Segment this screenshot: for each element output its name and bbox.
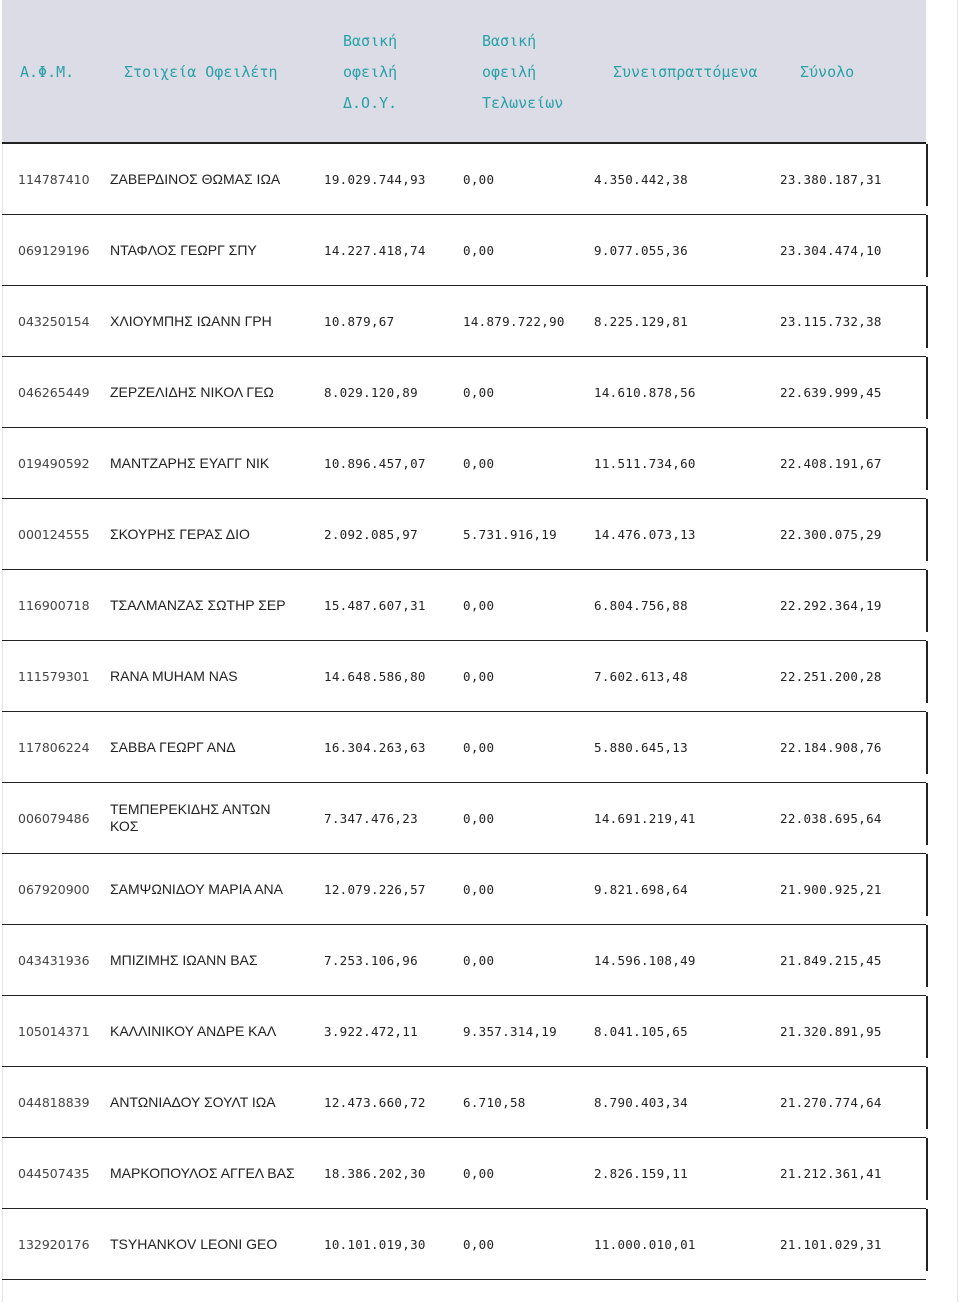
debtor-name-cell: ΣΚΟΥΡΗΣ ΓΕΡΑΣ ΔΙΟ	[106, 499, 324, 570]
afm-cell: 132920176	[2, 1209, 106, 1280]
table-row	[2, 996, 926, 1067]
row-right-border	[926, 428, 928, 490]
row-right-border	[926, 1209, 928, 1271]
afm-cell: 043431936	[2, 925, 106, 996]
debtor-name-cell: ΝΤΑΦΛΟΣ ΓΕΩΡΓ ΣΠΥ	[106, 215, 324, 286]
debtor-name-cell: ΣΑΒΒΑ ΓΕΩΡΓ ΑΝΔ	[106, 712, 324, 783]
debtor-name-cell: ΧΛΙΟΥΜΠΗΣ ΙΩΑΝΝ ΓΡΗ	[106, 286, 324, 357]
debtor-name-cell: TSYHANKOV LEONI GEO	[106, 1209, 324, 1280]
afm-cell: 067920900	[2, 854, 106, 925]
afm-cell: 046265449	[2, 357, 106, 428]
customs-debt-cell: 0,00	[463, 925, 594, 996]
table-row	[2, 925, 926, 996]
row-right-border	[926, 925, 928, 987]
header-tel-line2: οφειλή	[482, 63, 537, 81]
collected-cell: 9.077.055,36	[594, 215, 780, 286]
doy-debt-cell: 19.029.744,93	[324, 144, 463, 215]
row-right-border	[926, 996, 928, 1058]
total-cell: 21.900.925,21	[780, 854, 926, 925]
collected-cell: 14.596.108,49	[594, 925, 780, 996]
total-cell: 22.639.999,45	[780, 357, 926, 428]
total-cell: 23.380.187,31	[780, 144, 926, 215]
row-right-border	[926, 499, 928, 561]
total-cell: 22.408.191,67	[780, 428, 926, 499]
debtor-name-cell: ΤΕΜΠΕΡΕΚΙΔΗΣ ΑΝΤΩΝ ΚΟΣ	[106, 783, 324, 854]
doy-debt-cell: 14.648.586,80	[324, 641, 463, 712]
total-cell: 22.300.075,29	[780, 499, 926, 570]
collected-cell: 8.790.403,34	[594, 1067, 780, 1138]
collected-cell: 11.000.010,01	[594, 1209, 780, 1280]
doy-debt-cell: 7.347.476,23	[324, 783, 463, 854]
header-tel-line3: Τελωνείων	[482, 94, 564, 112]
doy-debt-cell: 2.092.085,97	[324, 499, 463, 570]
total-cell: 23.304.474,10	[780, 215, 926, 286]
total-cell: 21.101.029,31	[780, 1209, 926, 1280]
table-row	[2, 641, 926, 712]
collected-cell: 14.610.878,56	[594, 357, 780, 428]
total-cell: 22.251.200,28	[780, 641, 926, 712]
afm-cell: 117806224	[2, 712, 106, 783]
customs-debt-cell: 0,00	[463, 1138, 594, 1209]
afm-cell: 019490592	[2, 428, 106, 499]
collected-cell: 8.225.129,81	[594, 286, 780, 357]
total-cell: 21.270.774,64	[780, 1067, 926, 1138]
doy-debt-cell: 7.253.106,96	[324, 925, 463, 996]
table-row	[2, 570, 926, 641]
afm-cell: 069129196	[2, 215, 106, 286]
total-cell: 21.212.361,41	[780, 1138, 926, 1209]
doy-debt-cell: 10.879,67	[324, 286, 463, 357]
total-cell: 22.038.695,64	[780, 783, 926, 854]
customs-debt-cell: 0,00	[463, 783, 594, 854]
header-tel-line1: Βασική	[482, 32, 537, 50]
collected-cell: 9.821.698,64	[594, 854, 780, 925]
header-total: Σύνολο	[800, 63, 855, 81]
table-row	[2, 783, 926, 854]
debtors-table	[2, 144, 926, 1280]
customs-debt-cell: 0,00	[463, 712, 594, 783]
total-cell: 22.184.908,76	[780, 712, 926, 783]
row-right-border	[926, 570, 928, 632]
debtor-name-cell: ΣΑΜΨΩΝΙΔΟΥ ΜΑΡΙΑ ΑΝΑ	[106, 854, 324, 925]
table-row	[2, 1209, 926, 1280]
doy-debt-cell: 14.227.418,74	[324, 215, 463, 286]
customs-debt-cell: 0,00	[463, 357, 594, 428]
doy-debt-cell: 16.304.263,63	[324, 712, 463, 783]
row-right-border	[926, 144, 928, 206]
collected-cell: 7.602.613,48	[594, 641, 780, 712]
doy-debt-cell: 8.029.120,89	[324, 357, 463, 428]
collected-cell: 2.826.159,11	[594, 1138, 780, 1209]
afm-cell: 006079486	[2, 783, 106, 854]
table-row	[2, 1138, 926, 1209]
row-right-border	[926, 641, 928, 703]
debtor-name-cell: ΤΣΑΛΜΑΝΖΑΣ ΣΩΤΗΡ ΣΕΡ	[106, 570, 324, 641]
table-row	[2, 357, 926, 428]
customs-debt-cell: 0,00	[463, 428, 594, 499]
row-right-border	[926, 1067, 928, 1129]
doy-debt-cell: 18.386.202,30	[324, 1138, 463, 1209]
row-right-border	[926, 712, 928, 774]
table-row	[2, 1067, 926, 1138]
debtor-name-cell: ΚΑΛΛΙΝΙΚΟΥ ΑΝΔΡΕ ΚΑΛ	[106, 996, 324, 1067]
total-cell: 21.320.891,95	[780, 996, 926, 1067]
debtor-name-cell: ΜΑΡΚΟΠΟΥΛΟΣ ΑΓΓΕΛ ΒΑΣ	[106, 1138, 324, 1209]
table-row	[2, 712, 926, 783]
collected-cell: 14.691.219,41	[594, 783, 780, 854]
collected-cell: 5.880.645,13	[594, 712, 780, 783]
row-right-border	[926, 854, 928, 916]
row-right-border	[926, 357, 928, 419]
customs-debt-cell: 0,00	[463, 570, 594, 641]
row-right-border	[926, 1138, 928, 1200]
customs-debt-cell: 9.357.314,19	[463, 996, 594, 1067]
collected-cell: 6.804.756,88	[594, 570, 780, 641]
customs-debt-cell: 6.710,58	[463, 1067, 594, 1138]
table-row	[2, 286, 926, 357]
total-cell: 22.292.364,19	[780, 570, 926, 641]
debtor-name-cell: ΜΑΝΤΖΑΡΗΣ ΕΥΑΓΓ ΝΙΚ	[106, 428, 324, 499]
total-cell: 21.849.215,45	[780, 925, 926, 996]
header-collected: Συνεισπραττόμενα	[613, 63, 758, 81]
row-right-border	[926, 783, 928, 845]
table-row	[2, 215, 926, 286]
collected-cell: 4.350.442,38	[594, 144, 780, 215]
header-doy-line2: οφειλή	[343, 63, 398, 81]
debtor-name-cell: ΜΠΙΖΙΜΗΣ ΙΩΑΝΝ ΒΑΣ	[106, 925, 324, 996]
row-right-border	[926, 215, 928, 277]
customs-debt-cell: 0,00	[463, 854, 594, 925]
table-row	[2, 499, 926, 570]
collected-cell: 11.511.734,60	[594, 428, 780, 499]
customs-debt-cell: 0,00	[463, 1209, 594, 1280]
table-row	[2, 854, 926, 925]
doy-debt-cell: 10.896.457,07	[324, 428, 463, 499]
doy-debt-cell: 15.487.607,31	[324, 570, 463, 641]
customs-debt-cell: 0,00	[463, 144, 594, 215]
customs-debt-cell: 0,00	[463, 215, 594, 286]
debtor-name-cell: RANA MUHAM NAS	[106, 641, 324, 712]
debtor-name-cell: ΑΝΤΩΝΙΑΔΟΥ ΣΟΥΛΤ ΙΩΑ	[106, 1067, 324, 1138]
row-right-border	[926, 286, 928, 348]
customs-debt-cell: 0,00	[463, 641, 594, 712]
customs-debt-cell: 5.731.916,19	[463, 499, 594, 570]
afm-cell: 043250154	[2, 286, 106, 357]
doy-debt-cell: 12.473.660,72	[324, 1067, 463, 1138]
doy-debt-cell: 3.922.472,11	[324, 996, 463, 1067]
collected-cell: 8.041.105,65	[594, 996, 780, 1067]
debtor-name-cell: ΖΕΡΖΕΛΙΔΗΣ ΝΙΚΟΛ ΓΕΩ	[106, 357, 324, 428]
doy-debt-cell: 12.079.226,57	[324, 854, 463, 925]
doy-debt-cell: 10.101.019,30	[324, 1209, 463, 1280]
afm-cell: 044507435	[2, 1138, 106, 1209]
afm-cell: 114787410	[2, 144, 106, 215]
afm-cell: 000124555	[2, 499, 106, 570]
header-doy-line1: Βασική	[343, 32, 398, 50]
table-row	[2, 428, 926, 499]
header-afm: Α.Φ.Μ.	[20, 63, 75, 81]
table-row	[2, 144, 926, 215]
header-debtor: Στοιχεία Οφειλέτη	[124, 63, 278, 81]
afm-cell: 116900718	[2, 570, 106, 641]
afm-cell: 105014371	[2, 996, 106, 1067]
total-cell: 23.115.732,38	[780, 286, 926, 357]
customs-debt-cell: 14.879.722,90	[463, 286, 594, 357]
header-doy-line3: Δ.Ο.Υ.	[343, 94, 398, 112]
afm-cell: 044818839	[2, 1067, 106, 1138]
collected-cell: 14.476.073,13	[594, 499, 780, 570]
debtor-name-cell: ΖΑΒΕΡΔΙΝΟΣ ΘΩΜΑΣ ΙΩΑ	[106, 144, 324, 215]
table-header	[2, 0, 926, 144]
afm-cell: 111579301	[2, 641, 106, 712]
